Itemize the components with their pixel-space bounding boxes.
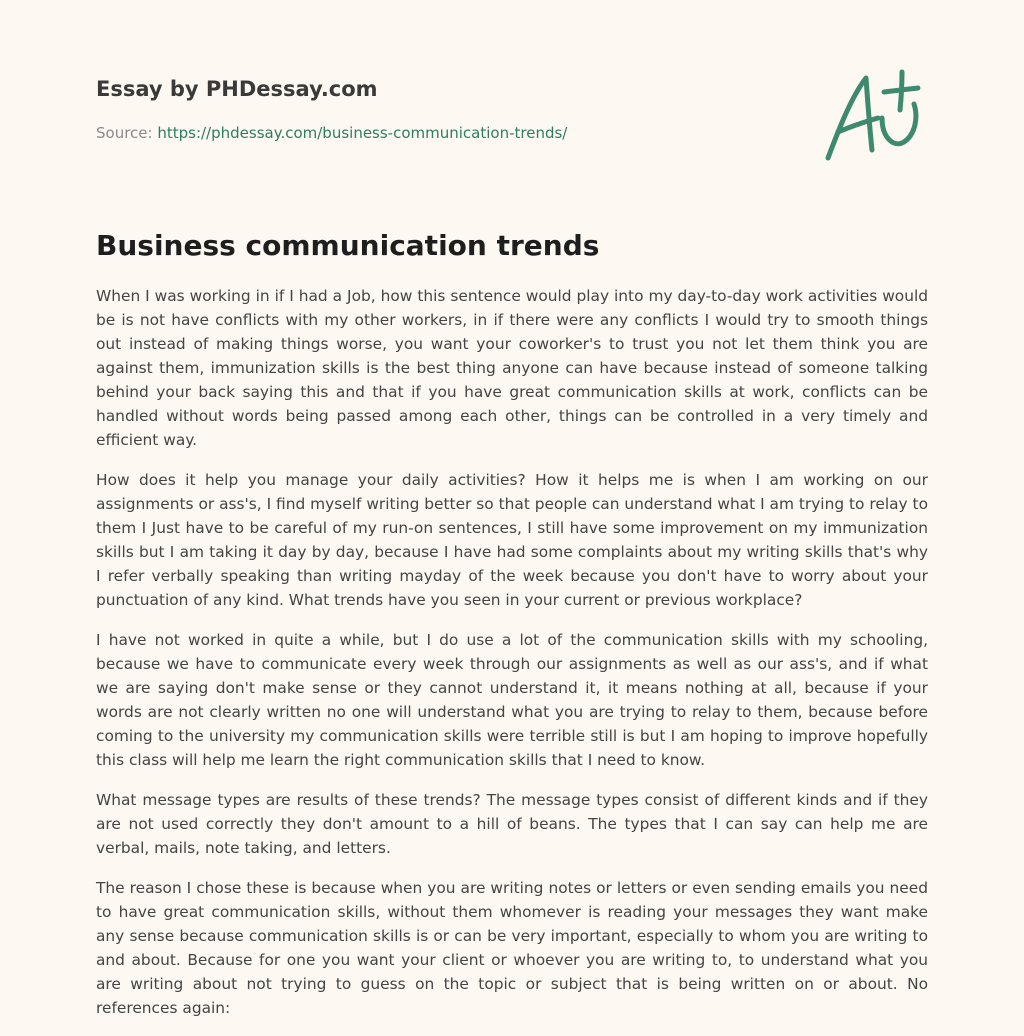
essay-title: Business communication trends [96, 229, 600, 262]
essay-paragraph: I have not worked in quite a while, but I do use a lot of the communication skills with my schooling, because we have to communicate every week through our assignments as well as our ass's, and if what we are saying don't make sense or they cannot understand it, it means nothing at all, because if your words are not clearly written no one will understand what you are trying to relay to them, because before coming to the university my communication skills were terrible still is but I am hoping to improve hopefully this class will help me learn the right communication skills that I need to know. [96, 631, 928, 769]
source-line [96, 122, 796, 144]
essay-body [96, 284, 928, 1036]
site-brand: Essay by PHDessay.com [96, 77, 378, 101]
source-label: Source: [96, 124, 158, 142]
page-header [96, 74, 796, 144]
essay-paragraph: When I was working in if I had a Job, how this sentence would play into my day-to-day work activities would be is not have conflicts with my other workers, in if there were any conflicts I would try to smooth things out instead of making things worse, you want your coworker's to trust you not let them think you are against them, immunization skills is the best thing anyone can have because instead of someone talking behind your back saying this and that if you have great communication skills at work, conflicts can be handled without words being passed among each other, things can be controlled in a very timely and efficient way. [96, 287, 928, 449]
essay-paragraph: How does it help you manage your daily activities? How it helps me is when I am working on our assignments or ass's, I find myself writing better so that people can understand what I am trying to relay to them I Just have to be careful of my run-on sentences, I still have some improvement on my immunization skills but I am taking it day by day, because I have had some complaints about my writing skills that's why I refer verbally speaking than writing mayday of the week because you don't have to worry about your punctuation of any kind. What trends have you seen in your current or previous workplace? [96, 471, 928, 609]
a-plus-grade-icon [822, 66, 932, 166]
essay-paragraph: What message types are results of these trends? The message types consist of different kinds and if they are not used correctly they don't amount to a hill of beans. The types that I can say can help me are verbal, mails, note taking, and letters. [96, 791, 928, 857]
essay-paragraph: The reason I chose these is because when you are writing notes or letters or even sending emails you need to have great communication skills, without them whomever is reading your messages they want make any sense because communication skills is or can be very important, especially to whom you are writing to and about. Because for one you want your client or whoever you are writing to, to understand what you are writing about not trying to guess on the topic or subject that is being written on or about. No references again: [96, 879, 928, 1017]
source-link[interactable]: https://phdessay.com/business-communication-trends/ [157, 124, 568, 142]
